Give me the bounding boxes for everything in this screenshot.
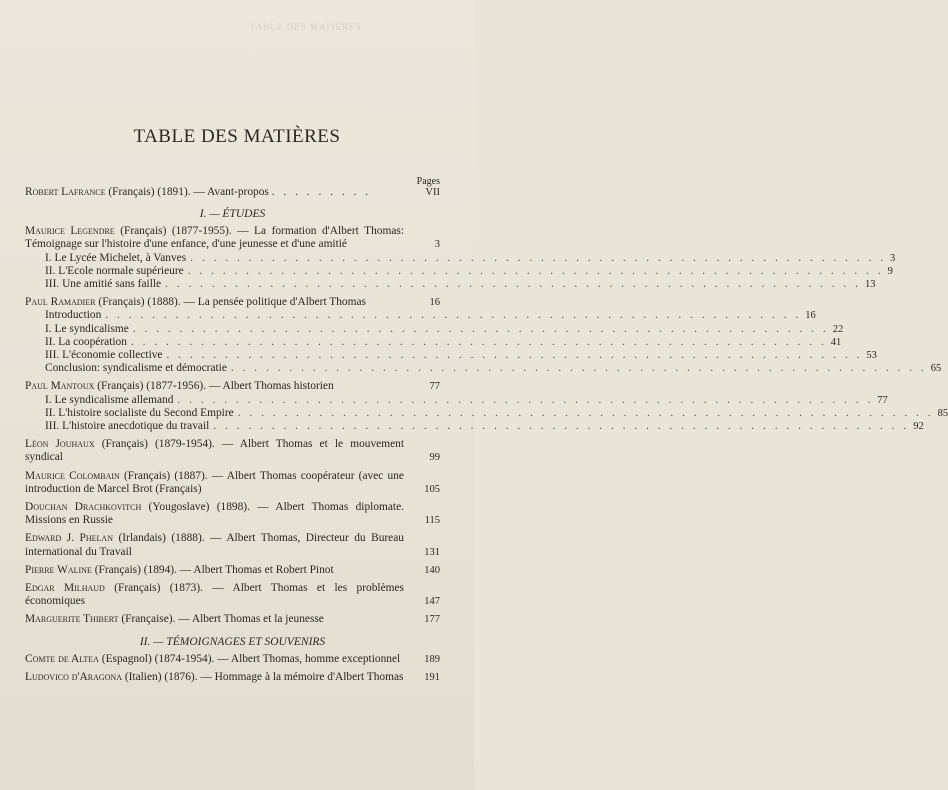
- toc-entry: [25, 225, 440, 251]
- page-number: 3: [434, 239, 440, 251]
- page-number: 105: [424, 483, 440, 495]
- entry-text: (Français) (1877-1956). — Albert Thomas historien: [94, 380, 334, 393]
- page-number: 147: [424, 596, 440, 608]
- toc-entry: [25, 470, 440, 496]
- author-name: Comte de Altea: [25, 652, 99, 665]
- dot-leader: . . . . . . . . . . . . . . . . . . . . . . . . . . . . . . . . . . . . . . . . . . . . . . . . . . . . . . . . . . . .: [187, 264, 884, 277]
- subentry-label: I. Le syndicalisme allemand: [45, 393, 174, 406]
- subentry-label: I. Le syndicalisme: [45, 322, 129, 335]
- dot-leader: . . . . . . . . . . . . . . . . . . . . . . . . . . . . . . . . . . . . . . . . . . . . . . . . . . . . . . . . . . . .: [132, 322, 829, 335]
- page-number: 16: [805, 310, 816, 322]
- dot-leader: . . . . . . . . . . . . . . . . . . . . . . . . . . . . . . . . . . . . . . . . . . . . . . . . . . . . . . . . . . . .: [165, 278, 861, 291]
- dot-leader: . . . . . . . . . . . . . . . . . . . . . . . . . . . . . . . . . . . . . . . . . . . . . . . . . . . . . . . . . . . .: [130, 335, 827, 348]
- author-name: Ludovico d'Aragona: [25, 670, 122, 683]
- subentry-label: II. L'histoire socialiste du Second Empire: [45, 406, 234, 419]
- entry-text: (Français) (1894). — Albert Thomas et Robert Pinot: [91, 563, 334, 576]
- page-number: 53: [866, 350, 877, 362]
- page-number: 140: [424, 564, 440, 576]
- toc-entry: [25, 613, 440, 626]
- toc-subentry: [25, 251, 896, 265]
- subentry-label: I. Le Lycée Michelet, à Vanves: [45, 251, 187, 264]
- section-heading-temoignages: II. — TÉMOIGNAGES ET SOUVENIRS: [139, 635, 326, 648]
- dot-leader: . . . . . . . . . . . . . . . . . . . . . . . . . . . . . . . . . . . . . . . . . . . . . . . . . . . . . . . . . . . .: [190, 251, 887, 264]
- page-number: 92: [913, 421, 924, 433]
- toc-entry: [25, 671, 440, 684]
- page-number: 99: [429, 452, 440, 464]
- page-number: 41: [830, 336, 842, 348]
- page-number: 189: [424, 653, 440, 665]
- toc-subentry: [25, 406, 948, 420]
- toc-entry: [25, 653, 440, 666]
- toc-entry: [25, 582, 440, 608]
- dot-leader: . . . . . . . . . . . . . . . . . . . . . . . . . . . . . . . . . . . . . . . . . . . . . . . . . . . . . . . . . . . .: [237, 406, 934, 419]
- subentry-label: II. L'Ecole normale supérieure: [45, 264, 184, 277]
- dot-leader: . . . . . . . . . . . . . . . . . . . . . . . . . . . . . . . . . . . . . . . . . . . . . . . . . . . . . . . . . . . .: [166, 349, 863, 362]
- page-number: 77: [429, 381, 440, 393]
- author-name: Maurice Legendre: [25, 225, 115, 238]
- page-number: 65: [930, 363, 942, 375]
- page-number: 77: [877, 394, 888, 406]
- dot-leader: . . . . . . . . . . . . . . . . . . . . . . . . . . . . . . . . . . . . . . . . . . . . . . . . . . . . . . . . . . . .: [230, 362, 927, 375]
- entry-text: (Français) (1877-1955). — La formation d'Albert Thomas: Témoignage sur l'histoire d'une enfance, d'une jeunesse et d'une amitié: [25, 225, 404, 251]
- subentry-label: II. La coopération: [45, 335, 127, 348]
- entry-text: (Italien) (1876). — Hommage à la mémoire d'Albert Thomas: [121, 670, 404, 683]
- section-heading-etudes: I. — ÉTUDES: [199, 208, 266, 221]
- author-name: Marguerite Thibert: [25, 613, 119, 626]
- subentry-label: Conclusion: syndicalisme et démocratie: [45, 362, 227, 375]
- toc-subentry: [25, 335, 842, 349]
- toc-subentry: [25, 420, 924, 433]
- author-name: Robert Lafrance: [25, 186, 106, 198]
- author-name: Léon Jouhaux: [25, 438, 95, 451]
- page-number: 9: [887, 265, 893, 277]
- entry-text: (Irlandais) (1888). — Albert Thomas, Directeur du Bureau international du Travail: [25, 532, 404, 558]
- author-name: Paul Ramadier: [25, 296, 96, 309]
- toc-subentry: [25, 264, 893, 278]
- toc-subentry: [25, 362, 942, 375]
- subentry-label: Introduction: [45, 309, 102, 322]
- facing-page-ghost-header: TABLE DES MATIÈRES: [250, 22, 362, 32]
- pages-column-label: Pages: [416, 176, 440, 187]
- toc-entry: [25, 532, 440, 558]
- page-title: TABLE DES MATIÈRES: [133, 126, 341, 147]
- toc-entry: [25, 564, 440, 577]
- toc-subentry: [25, 309, 816, 322]
- toc-entries-etudes: [25, 225, 948, 626]
- subentry-label: III. Une amitié sans faille: [45, 278, 162, 291]
- page-number: 22: [832, 323, 844, 335]
- author-name: Maurice Colombain: [25, 469, 120, 482]
- toc-subentry: [25, 393, 888, 407]
- toc-subentry: [25, 322, 844, 336]
- page-number: 16: [429, 297, 440, 309]
- toc-subentry: [25, 278, 876, 291]
- dot-leader: . . . . . . . . . . . . . . . . . . . . . . . . . . . . . . . . . . . . . . . . . . . . . . . . . . . . . . . . . . . .: [105, 309, 802, 322]
- page-number: 115: [424, 515, 440, 527]
- subentry-label: III. L'histoire anecdotique du travail: [45, 420, 210, 433]
- entry-text: (Français) (1873). — Albert Thomas et les problèmes économiques: [25, 582, 404, 608]
- entry-text: (Français) (1887). — Albert Thomas coopérateur (avec une introduction de Marcel Brot (Français): [25, 469, 404, 495]
- toc-entry: [25, 296, 440, 309]
- entry-text: (Espagnol) (1874-1954). — Albert Thomas, homme exceptionnel: [98, 652, 401, 665]
- entry-text: (Yougoslave) (1898). — Albert Thomas diplomate. Missions en Russie: [25, 501, 404, 527]
- page-number: 13: [864, 279, 876, 291]
- dot-leader: . . . . . . . . . . . . . . . . . . . . . . . . . . . . . . . . . . . . . . . . . . . . . . . . . . . . . . . . . . . .: [177, 393, 874, 406]
- page-number: 191: [424, 671, 440, 683]
- page-number: 131: [424, 546, 440, 558]
- entry-text: (Français) (1891). — Avant-propos: [105, 186, 269, 198]
- author-name: Douchan Drachkovitch: [25, 501, 142, 514]
- author-name: Edward J. Phelan: [25, 532, 113, 545]
- page-number: VII: [425, 187, 440, 198]
- page-number: 177: [424, 614, 440, 626]
- dot-leader: . . . . . . . . . . . . . . . . . . . . . . . . . . . . . . . . . . . . . . . . . . . . . . . . . . . . . . . . . . . .: [213, 420, 910, 433]
- toc-entry: [25, 501, 440, 527]
- author-name: Edgar Milhaud: [25, 582, 105, 595]
- entry-text: (Français) (1888). — La pensée politique d'Albert Thomas: [95, 296, 366, 309]
- author-name: Pierre Waline: [25, 563, 92, 576]
- toc-entries-temoignages: [25, 653, 440, 684]
- entry-text: (Français) (1879-1954). — Albert Thomas et le mouvement syndical: [25, 438, 404, 464]
- toc-body: [25, 186, 948, 684]
- toc-entry: [25, 438, 440, 464]
- entry-text: (Française). — Albert Thomas et la jeunesse: [118, 613, 324, 626]
- author-name: Paul Mantoux: [25, 380, 95, 393]
- toc-subentry: [25, 349, 877, 362]
- toc-entry-preface: Robert Lafrance (Français) (1891). — Avant-propos . . . . . . . . . VII: [25, 186, 440, 198]
- toc-entry: [25, 380, 440, 393]
- page-number: 85: [937, 407, 948, 419]
- subentry-label: III. L'économie collective: [45, 349, 163, 362]
- page-number: 3: [890, 252, 896, 264]
